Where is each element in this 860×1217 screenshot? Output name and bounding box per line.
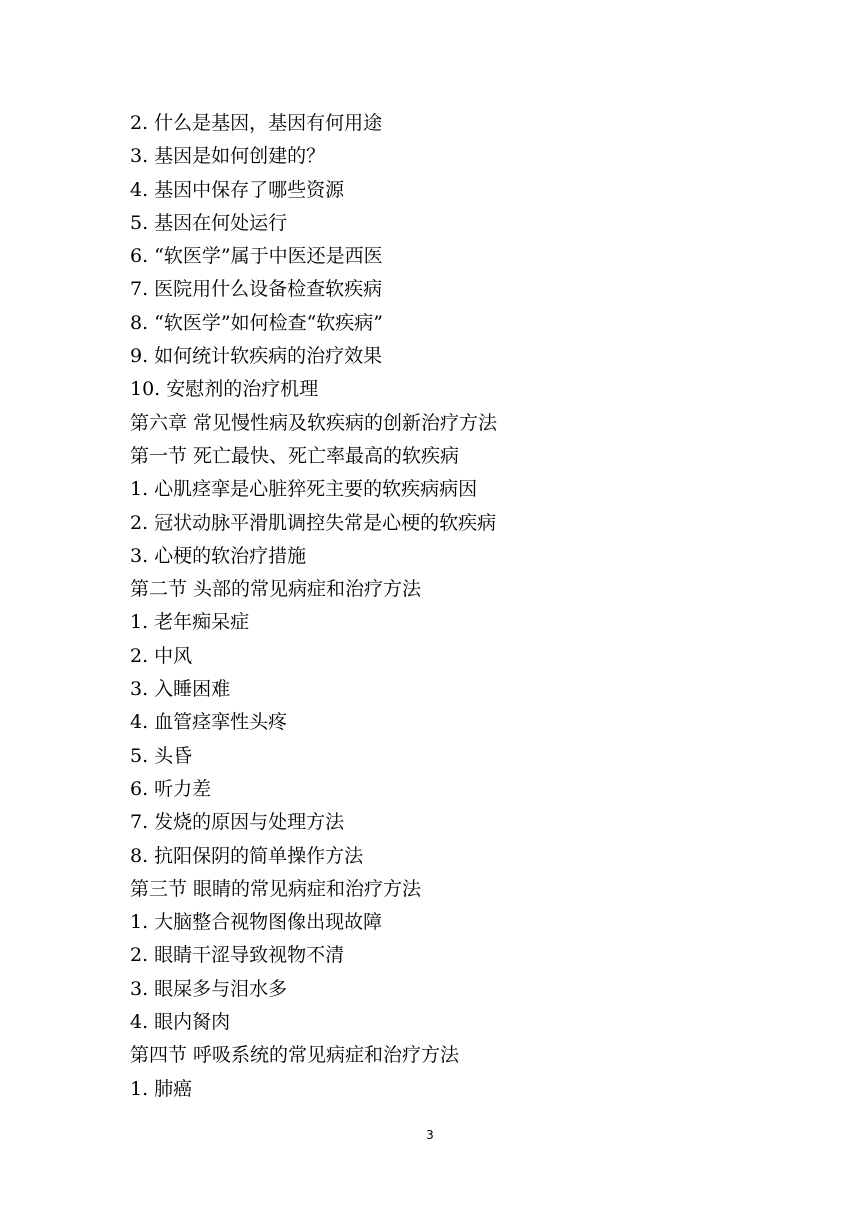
toc-item: 3. 心梗的软治疗措施 — [130, 544, 307, 567]
toc-item: 6. 听力差 — [130, 777, 212, 800]
toc-item: 6. “软医学”属于中医还是西医 — [130, 245, 383, 268]
toc-item: 9. 如何统计软疾病的治疗效果 — [130, 345, 383, 368]
page-number: 3 — [426, 1128, 434, 1142]
toc-item: 2. 冠状动脉平滑肌调控失常是心梗的软疾病 — [130, 511, 497, 534]
toc-item: 3. 眼屎多与泪水多 — [130, 977, 288, 1000]
toc-item: 2. 眼睛干涩导致视物不清 — [130, 944, 345, 967]
table-of-contents — [130, 107, 810, 1106]
toc-item: 1. 老年痴呆症 — [130, 611, 250, 634]
toc-item: 3. 基因是如何创建的？ — [130, 145, 326, 168]
section-heading: 第四节 呼吸系统的常见病症和治疗方法 — [130, 1044, 460, 1067]
toc-item: 7. 发烧的原因与处理方法 — [130, 811, 345, 834]
toc-item: 8. “软医学”如何检查“软疾病” — [130, 311, 384, 334]
toc-item: 4. 基因中保存了哪些资源 — [130, 178, 345, 201]
toc-item: 7. 医院用什么设备检查软疾病 — [130, 278, 383, 301]
toc-item: 2. 什么是基因，基因有何用途 — [130, 112, 383, 134]
toc-item: 1. 大脑整合视物图像出现故障 — [130, 911, 383, 934]
toc-item: 1. 肺癌 — [130, 1077, 193, 1100]
toc-item: 5. 头昏 — [130, 744, 193, 767]
section-heading: 第一节 死亡最快、死亡率最高的软疾病 — [130, 444, 460, 467]
section-heading: 第三节 眼睛的常见病症和治疗方法 — [130, 877, 422, 900]
section-heading: 第二节 头部的常见病症和治疗方法 — [130, 578, 422, 601]
toc-item: 1. 心肌痉挛是心脏猝死主要的软疾病病因 — [130, 478, 478, 501]
toc-item: 2. 中风 — [130, 644, 193, 667]
toc-item: 10. 安慰剂的治疗机理 — [130, 378, 319, 401]
toc-item: 3. 入睡困难 — [130, 678, 231, 701]
chapter-heading: 第六章 常见慢性病及软疾病的创新治疗方法 — [130, 411, 498, 434]
toc-item: 5. 基因在何处运行 — [130, 211, 288, 234]
toc-item: 8. 抗阳保阴的简单操作方法 — [130, 844, 364, 867]
toc-item: 4. 血管痉挛性头疼 — [130, 711, 288, 734]
toc-item: 4. 眼内胬肉 — [130, 1011, 231, 1034]
